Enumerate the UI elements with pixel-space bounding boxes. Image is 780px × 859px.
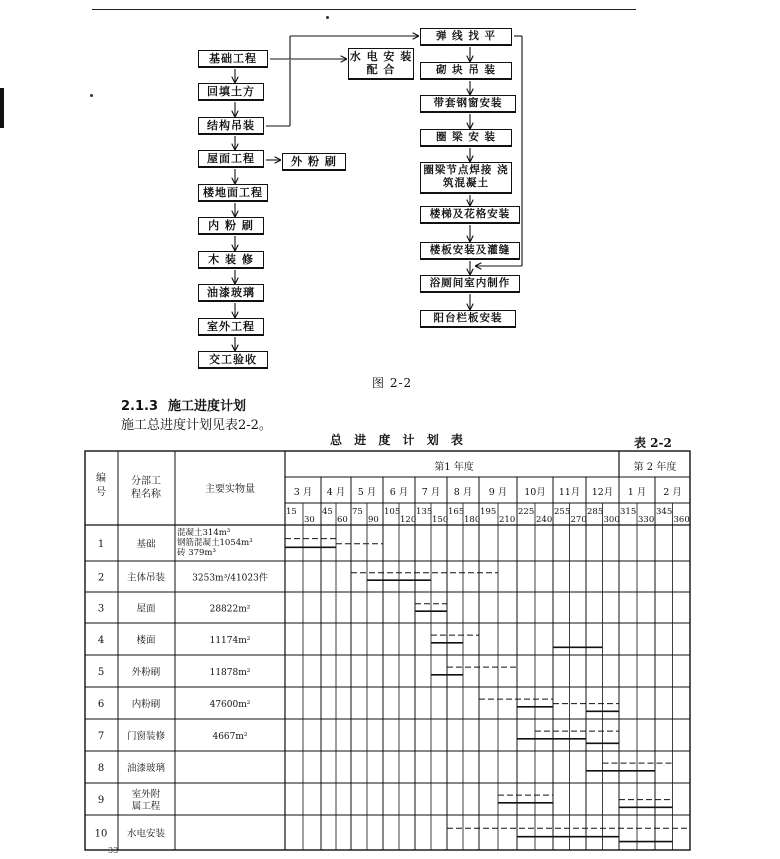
month-label: 1 月 <box>627 487 647 498</box>
row-quantity: 47600m² <box>209 700 251 710</box>
section-title: 施工进度计划 <box>168 399 247 414</box>
day-label: 150 <box>432 515 449 525</box>
flow-box-left: 木 装 修 <box>198 251 264 269</box>
month-label: 11月 <box>558 487 581 498</box>
table-title: 总 进 度 计 划 表 <box>330 433 467 447</box>
row-name: 室外附属工程 <box>131 789 161 812</box>
month-label: 12月 <box>591 487 614 498</box>
section-number: 2.1.3 <box>121 399 159 414</box>
day-label: 105 <box>384 507 401 517</box>
month-label: 6 月 <box>389 487 409 498</box>
row-name: 屋面 <box>136 603 156 615</box>
day-label: 240 <box>536 515 553 525</box>
day-label: 165 <box>448 507 465 517</box>
page-footer-mark: 33 <box>108 846 119 855</box>
day-label: 180 <box>464 515 481 525</box>
flow-box-right: 带套钢窗安装 <box>420 95 516 113</box>
body-paragraph: 施工总进度计划见表2-2。 <box>121 418 272 433</box>
row-number: 3 <box>97 603 105 615</box>
table-number: 表 2-2 <box>634 436 672 450</box>
flow-box-left: 室外工程 <box>198 318 264 336</box>
flow-box-right: 圈梁节点焊接 浇筑混凝土 <box>420 162 512 194</box>
day-label: 45 <box>322 507 333 517</box>
row-quantity: 混凝土314m³ 钢筋混凝土1054m³ 砖 379m³ <box>177 528 253 558</box>
flow-box-right: 阳台栏板安装 <box>420 310 516 328</box>
month-label: 5 月 <box>357 487 377 498</box>
flow-box-left: 回填土方 <box>198 83 264 101</box>
row-quantity: 11878m² <box>209 668 251 678</box>
flow-box-right: 弹 线 找 平 <box>420 28 512 46</box>
flow-box-left: 内 粉 刷 <box>198 217 264 235</box>
day-label: 255 <box>554 507 571 517</box>
day-label: 135 <box>416 507 433 517</box>
day-label: 60 <box>337 515 348 525</box>
flow-box-exterior-plaster: 外 粉 刷 <box>282 153 346 171</box>
row-quantity: 11174m² <box>209 636 251 646</box>
header-quantity: 主要实物量 <box>205 484 255 495</box>
flow-box-left: 屋面工程 <box>198 150 264 168</box>
row-name: 门窗装修 <box>126 731 166 742</box>
day-label: 270 <box>570 515 587 525</box>
row-number: 5 <box>97 667 105 678</box>
flow-box-right: 楼板安装及灌缝 <box>420 242 520 260</box>
day-label: 300 <box>603 515 620 525</box>
flow-box-left: 楼地面工程 <box>198 184 268 202</box>
day-label: 315 <box>620 507 637 517</box>
day-label: 345 <box>656 507 673 517</box>
row-number: 8 <box>97 763 105 774</box>
day-label: 90 <box>368 515 379 525</box>
flow-box-left: 油漆玻璃 <box>198 284 264 302</box>
row-name: 水电安装 <box>126 828 166 840</box>
flow-box-right: 圈 梁 安 装 <box>420 129 512 147</box>
row-name: 主体吊装 <box>126 572 166 584</box>
month-label: 10月 <box>524 487 546 498</box>
row-quantity: 28822m² <box>209 604 251 615</box>
header-year2: 第 2 年度 <box>633 462 677 473</box>
row-number: 4 <box>97 635 105 646</box>
day-label: 225 <box>518 507 535 517</box>
month-label: 2 月 <box>663 487 682 498</box>
day-label: 120 <box>400 515 417 525</box>
flow-box-right: 楼梯及花格安装 <box>420 206 520 224</box>
row-name: 楼面 <box>136 635 156 646</box>
row-quantity: 4667m² <box>212 732 248 742</box>
month-label: 9 月 <box>488 487 508 498</box>
month-label: 3 月 <box>293 487 313 498</box>
header-name: 分部工程名称 <box>131 476 161 500</box>
row-number: 6 <box>97 699 105 710</box>
day-label: 210 <box>499 515 516 525</box>
row-number: 7 <box>97 731 105 742</box>
flow-box-right: 浴厕间室内制作 <box>420 275 520 293</box>
row-number: 10 <box>94 828 108 840</box>
flow-box-mep: 水 电 安 装 配 合 <box>348 48 414 80</box>
row-quantity: 3253m³/41023件 <box>192 573 268 584</box>
header-year1: 第1 年度 <box>434 462 474 473</box>
flow-box-right: 砌 块 吊 装 <box>420 62 512 80</box>
day-label: 285 <box>587 507 604 517</box>
flow-box-left: 结构吊装 <box>198 117 264 135</box>
row-number: 1 <box>97 539 105 550</box>
month-label: 7 月 <box>421 487 441 498</box>
day-label: 195 <box>480 507 497 517</box>
row-name: 油漆玻璃 <box>126 763 166 774</box>
month-label: 4 月 <box>326 487 346 498</box>
flow-box-left: 基础工程 <box>198 50 268 68</box>
month-label: 8 月 <box>453 487 473 498</box>
header-no: 编号 <box>96 473 106 498</box>
day-label: 360 <box>673 515 690 525</box>
row-number: 2 <box>97 572 105 584</box>
row-name: 外粉刷 <box>131 667 161 678</box>
row-number: 9 <box>97 795 105 806</box>
day-label: 330 <box>638 515 655 525</box>
figure-caption: 图 2-2 <box>372 376 413 390</box>
row-name: 内粉刷 <box>131 699 161 710</box>
row-name: 基础 <box>136 539 156 550</box>
day-label: 30 <box>304 515 315 525</box>
day-label: 15 <box>286 507 297 517</box>
day-label: 75 <box>352 507 363 517</box>
flow-box-left: 交工验收 <box>198 351 268 369</box>
